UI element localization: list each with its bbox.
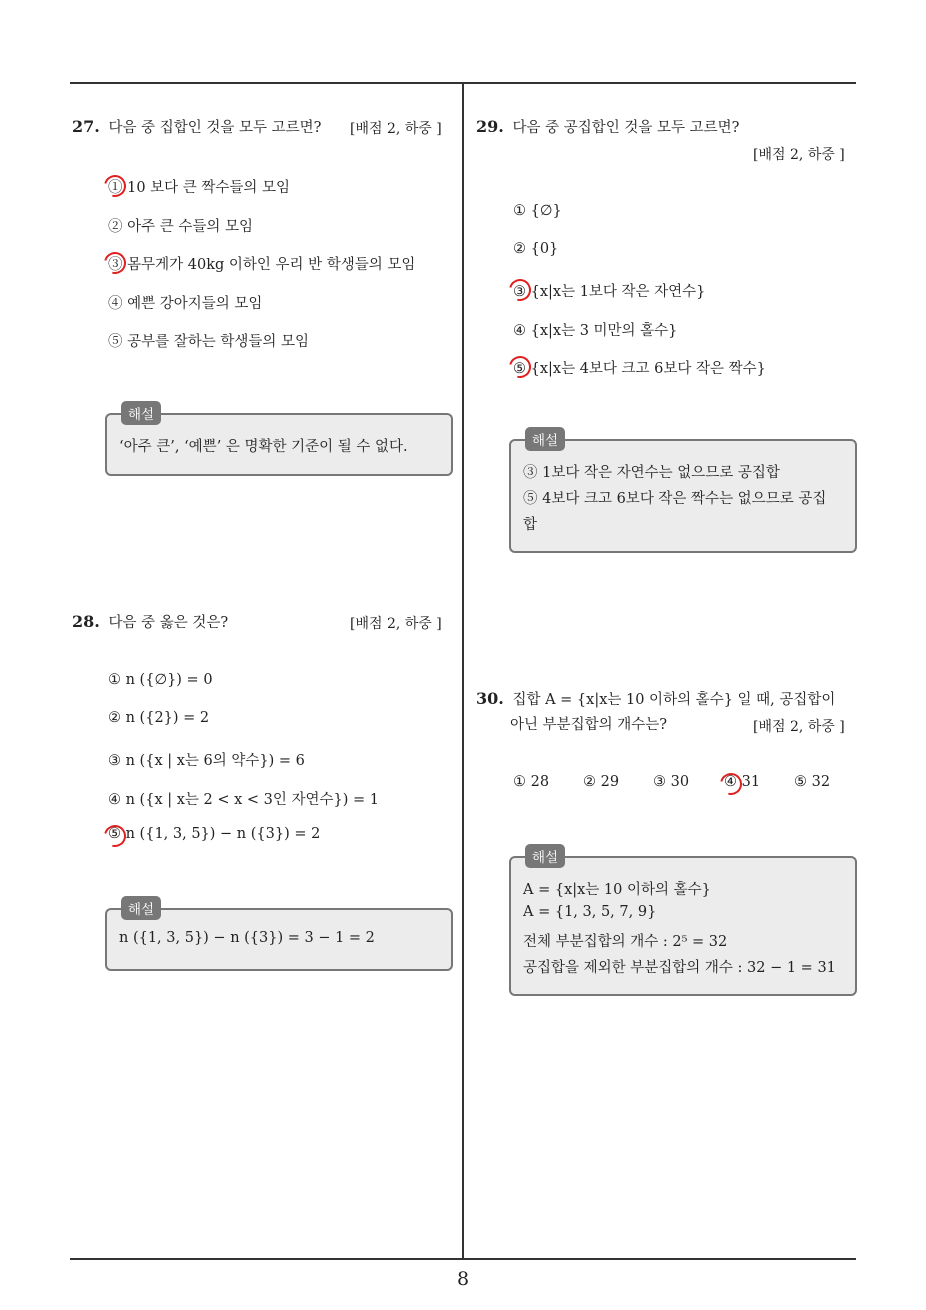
explanation-line: 합 (523, 517, 538, 533)
question-text: 다음 중 공집합인 것을 모두 고르면? (512, 120, 740, 136)
option-5[interactable]: ⑤ 공부를 잘하는 학생들의 모임 (108, 334, 310, 350)
explanation-box (509, 850, 857, 996)
option-3[interactable]: ③ {x|x는 1보다 작은 자연수} (513, 284, 706, 300)
question-number: 30. (476, 689, 504, 708)
page-number: 8 (456, 1268, 470, 1290)
option-4[interactable]: ④ n ({x | x는 2 < x < 3인 자연수}) = 1 (108, 792, 379, 808)
question-number: 28. (72, 612, 100, 631)
question-text: 집합 A = {x|x는 10 이하의 홀수} 일 때, 공집합이 (512, 692, 836, 708)
option-2[interactable]: ② 아주 큰 수들의 모임 (108, 219, 253, 235)
option-2[interactable]: ② n ({2}) = 2 (108, 710, 210, 726)
explanation-line: A = {1, 3, 5, 7, 9} (523, 904, 657, 920)
question-text: 다음 중 집합인 것을 모두 고르면? (108, 120, 322, 136)
points-label: [배점 2, 하중 ] (350, 616, 442, 632)
option-2[interactable]: ② {0} (513, 241, 559, 257)
explanation-tag: 해설 (121, 401, 161, 425)
option-1[interactable]: ① n ({∅}) = 0 (108, 672, 213, 688)
question-number: 27. (72, 117, 100, 136)
explanation-tag: 해설 (121, 896, 161, 920)
explanation-line: ‘아주 큰’, ‘예쁜’ 은 명확한 기준이 될 수 없다. (119, 439, 408, 455)
option-3[interactable]: ③ 몸무게가 40kg 이하인 우리 반 학생들의 모임 (108, 257, 416, 273)
explanation-line: ⑤ 4보다 크고 6보다 작은 짝수는 없으므로 공집 (523, 491, 827, 507)
option-4[interactable]: ④ 예쁜 강아지들의 모임 (108, 296, 263, 312)
option-5[interactable]: ⑤ {x|x는 4보다 크고 6보다 작은 짝수} (513, 361, 766, 377)
question-text: 다음 중 옳은 것은? (108, 615, 229, 631)
explanation-box (105, 902, 453, 971)
option-5[interactable]: ⑤ 32 (794, 774, 831, 790)
question-text-cont: 아닌 부분집합의 개수는? (510, 717, 668, 733)
points-label: [배점 2, 하중 ] (350, 121, 442, 137)
option-3[interactable]: ③ 30 (653, 774, 690, 790)
option-4[interactable]: ④ 31 (724, 774, 761, 790)
option-3[interactable]: ③ n ({x | x는 6의 약수}) = 6 (108, 753, 305, 769)
bottom-rule (70, 1258, 856, 1260)
option-2[interactable]: ② 29 (583, 774, 620, 790)
option-1[interactable]: ① 10 보다 큰 짝수들의 모임 (108, 180, 291, 196)
explanation-line: n ({1, 3, 5}) − n ({3}) = 3 − 1 = 2 (119, 930, 375, 946)
explanation-box (509, 433, 857, 553)
explanation-line: A = {x|x는 10 이하의 홀수} (523, 882, 711, 898)
explanation-box (105, 407, 453, 476)
explanation-line: 전체 부분집합의 개수 : 2⁵ = 32 (523, 934, 728, 950)
question-number: 29. (476, 117, 504, 136)
explanation-tag: 해설 (525, 427, 565, 451)
points-label: [배점 2, 하중 ] (753, 147, 845, 163)
option-1[interactable]: ① 28 (513, 774, 550, 790)
column-divider (462, 83, 464, 1258)
explanation-line: ③ 1보다 작은 자연수는 없으므로 공집합 (523, 465, 780, 481)
points-label: [배점 2, 하중 ] (753, 719, 845, 735)
option-5[interactable]: ⑤ n ({1, 3, 5}) − n ({3}) = 2 (108, 826, 321, 842)
option-1[interactable]: ① {∅} (513, 203, 562, 219)
option-4[interactable]: ④ {x|x는 3 미만의 홀수} (513, 323, 678, 339)
explanation-tag: 해설 (525, 844, 565, 868)
explanation-line: 공집합을 제외한 부분집합의 개수 : 32 − 1 = 31 (523, 960, 836, 976)
